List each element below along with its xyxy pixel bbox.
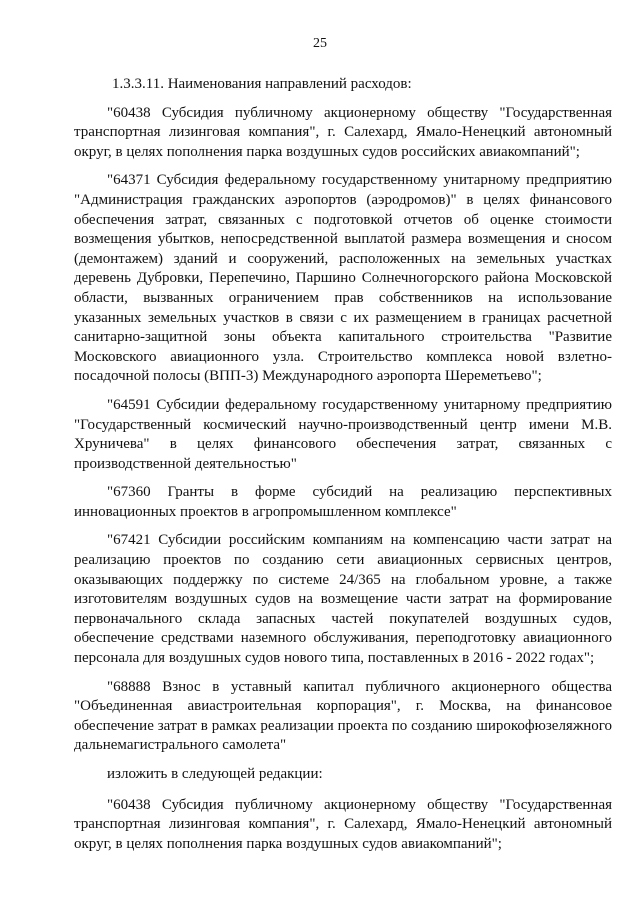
expense-item-60438-new: "60438 Субсидия публичному акционерному обществу "Государственная транспортная лизинговая компания", г. Салехард, Ямало-Ненецкий автономный округ, в целях пополнения парка воздушных судов авиакомпаний"; — [74, 796, 612, 852]
expense-item-64591: "64591 Субсидии федеральному государственному унитарному предприятию "Государственный космический научно-производственный центр имени М.В. Хруничева" в целях финансового обеспечения затрат, связанных с производственной деятельностью" — [74, 396, 612, 472]
expense-item-68888: "68888 Взнос в уставный капитал публичного акционерного общества "Объединенная авиастроительная корпорация", г. Москва, на финансовое обеспечение затрат в рамках реализации проекта по созданию широкофюзеляжного дальнемагистрального самолета" — [74, 678, 612, 754]
expense-item-67421: "67421 Субсидии российским компаниям на компенсацию части затрат на реализацию проектов по созданию сети авиационных сервисных центров, оказывающих поддержку по системе 24/365 на глобальном уровне, а также изготовителям воздушных судов на возмещение части затрат на формирование первоначального склада запасных частей покупателей воздушных судов, обеспечение средствами наземного обслуживания, переподготовку авиационного персонала для воздушных судов нового типа, поставленных в 2016 - 2022 годах"; — [74, 532, 612, 667]
expense-item-67360: "67360 Гранты в форме субсидий на реализацию перспективных инновационных проектов в агропромышленном комплексе" — [74, 484, 612, 520]
section-heading: 1.3.3.11. Наименования направлений расходов: — [112, 76, 412, 92]
page-number: 25 — [313, 36, 327, 51]
document-body — [74, 75, 612, 863]
expense-item-60438-old: "60438 Субсидия публичному акционерному обществу "Государственная транспортная лизинговая компания", г. Салехард, Ямало-Ненецкий автономный округ, в целях пополнения парка воздушных судов российских авиакомпаний"; — [74, 104, 612, 160]
expense-item-64371: "64371 Субсидия федеральному государственному унитарному предприятию "Администрация гражданских аэропортов (аэродромов)" в целях финансового обеспечения затрат, связанных с подготовкой отчетов об оценке стоимости возмещения убытков, непосредственной выплатой размера возмещения и сносом (демонтажем) зданий и сооружений, расположенных на земельных участках деревень Дубровки, Перепечино, Паршино Солнечногорского района Московской области, вызванных ограничением прав собственников на использование указанных земельных участков в связи с их размещением в границах расчетной санитарно-защитной зоны объекта капитального строительства "Развитие Московского авиационного узла. Строительство комплекса новой взлетно-посадочной полосы (ВПП-3) Международного аэропорта Шереметьево"; — [74, 172, 612, 385]
amendment-intro: изложить в следующей редакции: — [107, 766, 323, 782]
